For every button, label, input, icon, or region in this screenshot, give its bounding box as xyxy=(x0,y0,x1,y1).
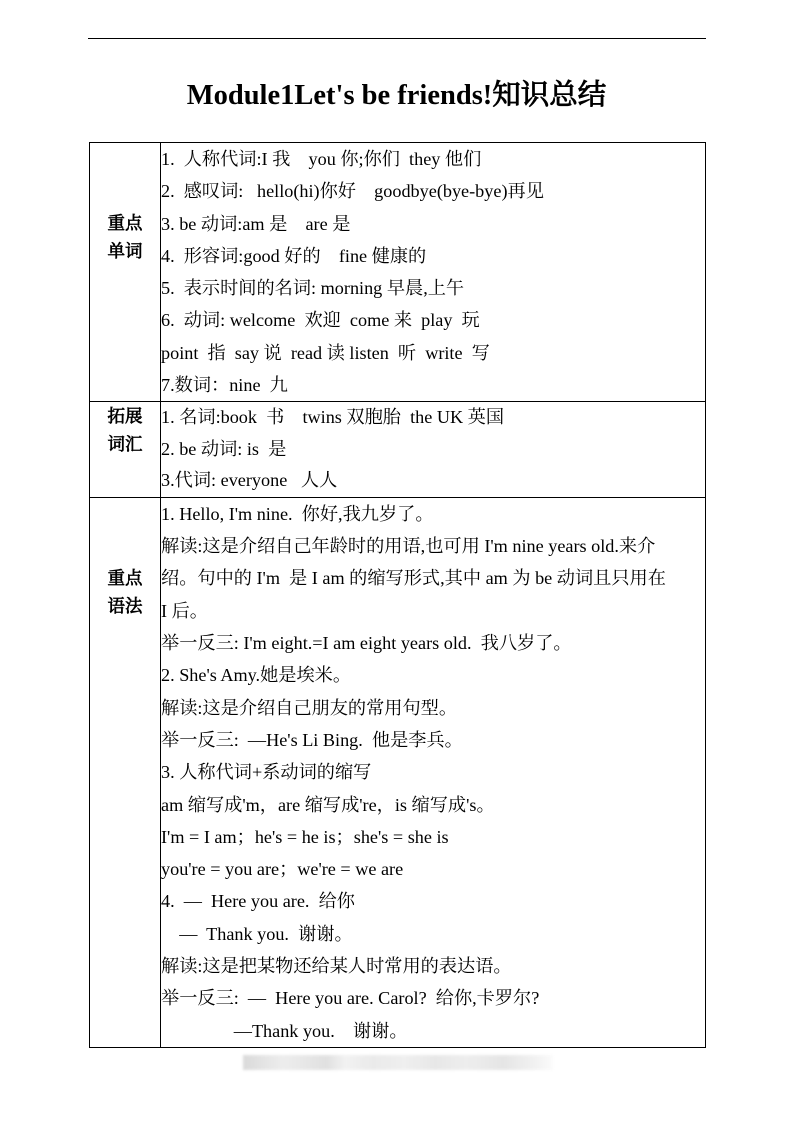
row-label-line-1: 重点 xyxy=(107,567,143,588)
redacted-watermark-bar xyxy=(243,1055,553,1070)
content-line: 举一反三: — Here you are. Carol? 给你,卡罗尔? xyxy=(161,988,540,1009)
row-label-line-2: 语法 xyxy=(107,595,143,616)
row-label-line-2: 词汇 xyxy=(107,434,143,455)
row-label-key-words xyxy=(90,143,161,402)
page-title: Module1Let's be friends!知识总结 xyxy=(186,80,607,111)
knowledge-summary-table xyxy=(89,142,706,1048)
row-label-line-1: 重点 xyxy=(107,213,143,233)
table-row-key-grammar xyxy=(90,497,706,1047)
content-line: —Thank you. 谢谢。 xyxy=(161,1020,408,1041)
content-line: 举一反三: —He's Li Bing. 他是李兵。 xyxy=(161,729,463,750)
content-line: 2. 感叹词: hello(hi)你好 goodbye(bye-bye)再见 xyxy=(161,181,544,202)
content-line: I 后。 xyxy=(161,600,208,621)
content-line: 5. 表示时间的名词: morning 早晨,上午 xyxy=(161,278,465,299)
content-line: 解读:这是介绍自己朋友的常用句型。 xyxy=(161,697,458,718)
content-line: 解读:这是介绍自己年龄时的用语,也可用 I'm nine years old.来介 xyxy=(161,536,656,557)
content-line: 解读:这是把某物还给某人时常用的表达语。 xyxy=(161,956,512,977)
content-line: 3. 人称代词+系动词的缩写 xyxy=(161,762,372,783)
content-line: 举一反三: I'm eight.=I am eight years old. 我八岁了。 xyxy=(161,633,572,654)
content-line: 绍。句中的 I'm 是 I am 的缩写形式,其中 am 为 be 动词且只用在 xyxy=(161,568,666,589)
row-content-key-words xyxy=(161,143,706,402)
header-divider-rule xyxy=(88,38,706,39)
content-line: point 指 say 说 read 读 listen 听 write 写 xyxy=(161,342,490,363)
row-content-key-grammar xyxy=(161,497,706,1047)
row-label-line-2: 单词 xyxy=(107,241,143,261)
row-label-extended-vocab xyxy=(90,402,161,498)
table-row-key-words xyxy=(90,143,706,402)
content-line: 3.代词: everyone 人人 xyxy=(161,470,338,491)
content-line: 2. She's Amy.她是埃米。 xyxy=(161,665,352,686)
content-line: 3. be 动词:am 是 are 是 xyxy=(161,213,351,234)
content-line: 6. 动词: welcome 欢迎 come 来 play 玩 xyxy=(161,310,480,331)
content-line: 1. 名词:book 书 twins 双胞胎 the UK 英国 xyxy=(161,407,505,428)
content-line: 4. 形容词:good 好的 fine 健康的 xyxy=(161,245,427,266)
content-line: 7.数词：nine 九 xyxy=(161,375,288,396)
content-line: you're = you are；we're = we are xyxy=(161,859,404,880)
row-label-line-1: 拓展 xyxy=(107,406,143,427)
content-line: 1. Hello, I'm nine. 你好,我九岁了。 xyxy=(161,503,434,524)
content-line: I'm = I am；he's = he is；she's = she is xyxy=(161,826,449,847)
content-line: — Thank you. 谢谢。 xyxy=(161,923,353,944)
content-line: am 缩写成'm，are 缩写成're，is 缩写成's。 xyxy=(161,794,495,815)
content-line: 4. — Here you are. 给你 xyxy=(161,891,355,912)
row-content-extended-vocab xyxy=(161,402,706,498)
row-label-key-grammar xyxy=(90,497,161,1047)
content-line: 2. be 动词: is 是 xyxy=(161,438,287,459)
table-row-extended-vocab xyxy=(90,402,706,498)
content-line: 1. 人称代词:I 我 you 你;你们 they 他们 xyxy=(161,149,482,169)
